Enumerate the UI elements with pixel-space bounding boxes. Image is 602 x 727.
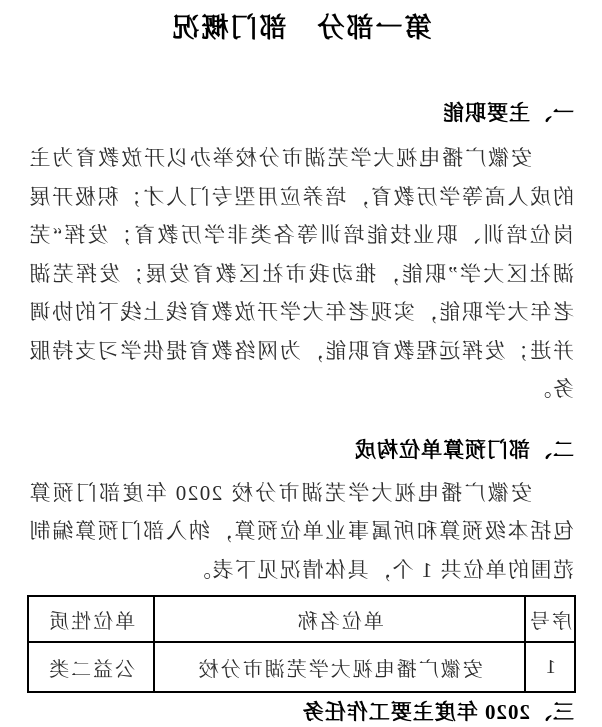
paragraph-main-functions: 安徽广播电视大学芜湖市分校举办以开放教育为主的成人高等学历教育，培养应用型专门人才；积极开展岗位培训、职业技能培训等各类非学历教育；发挥“芜湖社区大学”职能，推动我市社区教育发展；发挥芜湖老年大学职能，实现老年大学开放教育线上线下的协调并进；发挥远程教育职能，为网络教育提供学习支持服务。 [28, 146, 574, 401]
table-cell-unit-name: 安徽广播电视大学芜湖市分校 [154, 642, 525, 692]
table-header-sequence-number: 序号 [525, 596, 575, 642]
table-cell-sequence-number: 1 [525, 642, 575, 692]
budget-unit-table [27, 595, 576, 693]
paragraph-budget-unit-composition: 安徽广播电视大学芜湖市分校 2020 年度部门预算包括本级预算和所属事业单位预算，纳入部门预算编制范围的单位共 1 个，具体情况见下表。 [28, 480, 574, 582]
table-row [28, 642, 575, 692]
section-heading-main-work-tasks: 三、2020 年度主要工作任务 [301, 700, 574, 724]
section-heading-main-functions: 一、主要职能 [442, 101, 574, 125]
table-header-row [28, 596, 575, 642]
table-header-unit-name: 单位名称 [154, 596, 525, 642]
document-title: 第一部分 部门概况 [170, 13, 432, 43]
table-header-unit-type: 单位性质 [28, 596, 154, 642]
table-cell-unit-type: 公益二类 [28, 642, 154, 692]
section-heading-budget-unit-composition: 二、部门预算单位构成 [354, 437, 574, 462]
